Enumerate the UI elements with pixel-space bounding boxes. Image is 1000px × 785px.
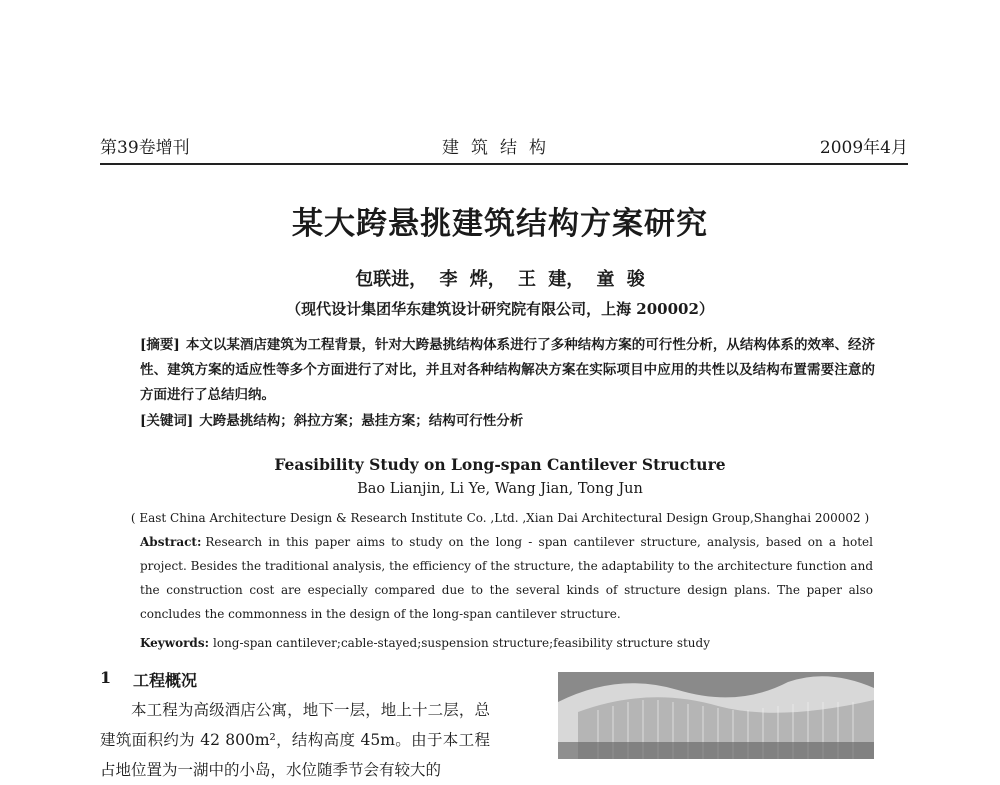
keywords-en-label: Keywords: [140, 636, 210, 650]
section-number: 1 [100, 668, 112, 687]
abstract-cn [140, 333, 875, 408]
affiliation-cn: （现代设计集团华东建筑设计研究院有限公司，上海 200002） [286, 300, 714, 318]
authors-en: Bao Lianjin, Li Ye, Wang Jian, Tong Jun [357, 481, 643, 497]
abstract-en-text: Research in this paper aims to study on the long - span cantilever structure, analysis, based on a hotel project. Besides the traditional analysis, the efficiency of the structure, the adaptability to the architecture function and the construction cost are especially compared due to the several kinds of structure design plans. The paper also concludes the commonness in the design of the long-span cantilever structure. [140, 535, 873, 621]
paper-title-cn: 某大跨悬挑建筑结构方案研究 [292, 206, 708, 242]
journal-name: 建筑结构 [442, 138, 558, 158]
abstract-cn-text: 本文以某酒店建筑为工程背景，针对大跨悬挑结构体系进行了多种结构方案的可行性分析，从结构体系的效率、经济性、建筑方案的适应性等多个方面进行了对比，并且对各种结构解决方案在实际项目中应用的共性以及结构布置需要注意的方面进行了总结归纳。 [140, 337, 876, 403]
keywords-cn [140, 409, 875, 434]
building-photo [558, 672, 874, 759]
keywords-en-text: long-span cantilever;cable-stayed;suspension structure;feasibility structure study [213, 636, 710, 650]
abstract-en [140, 530, 873, 626]
paper-title-en: Feasibility Study on Long-span Cantilever Structure [274, 455, 726, 474]
authors-cn: 包联进， 李 烨， 王 建， 童 骏 [355, 269, 645, 290]
keywords-cn-label: [关键词] [140, 413, 194, 429]
section-title: 工程概况 [133, 671, 198, 690]
body-paragraph: 本工程为高级酒店公寓，地下一层，地上十二层，总建筑面积约为 42 800m²，结构高度 45m。由于本工程占地位置为一湖中的小岛，水位随季节会有较大的 [100, 701, 490, 779]
building-photo-graphic [558, 672, 874, 759]
abstract-en-label: Abstract: [140, 535, 202, 549]
keywords-en [140, 631, 873, 655]
abstract-cn-label: [摘要] [140, 337, 180, 353]
issue-date: 2009年4月 [819, 138, 908, 158]
journal-volume: 第39卷增刊 [100, 138, 190, 158]
header-rule [100, 163, 908, 165]
affiliation-en: ( East China Architecture Design & Research Institute Co. ,Ltd. ,Xian Dai Architectural Design Group,Shanghai 200002 ) [130, 511, 870, 525]
keywords-cn-text: 大跨悬挑结构；斜拉方案；悬挂方案；结构可行性分析 [199, 413, 524, 429]
